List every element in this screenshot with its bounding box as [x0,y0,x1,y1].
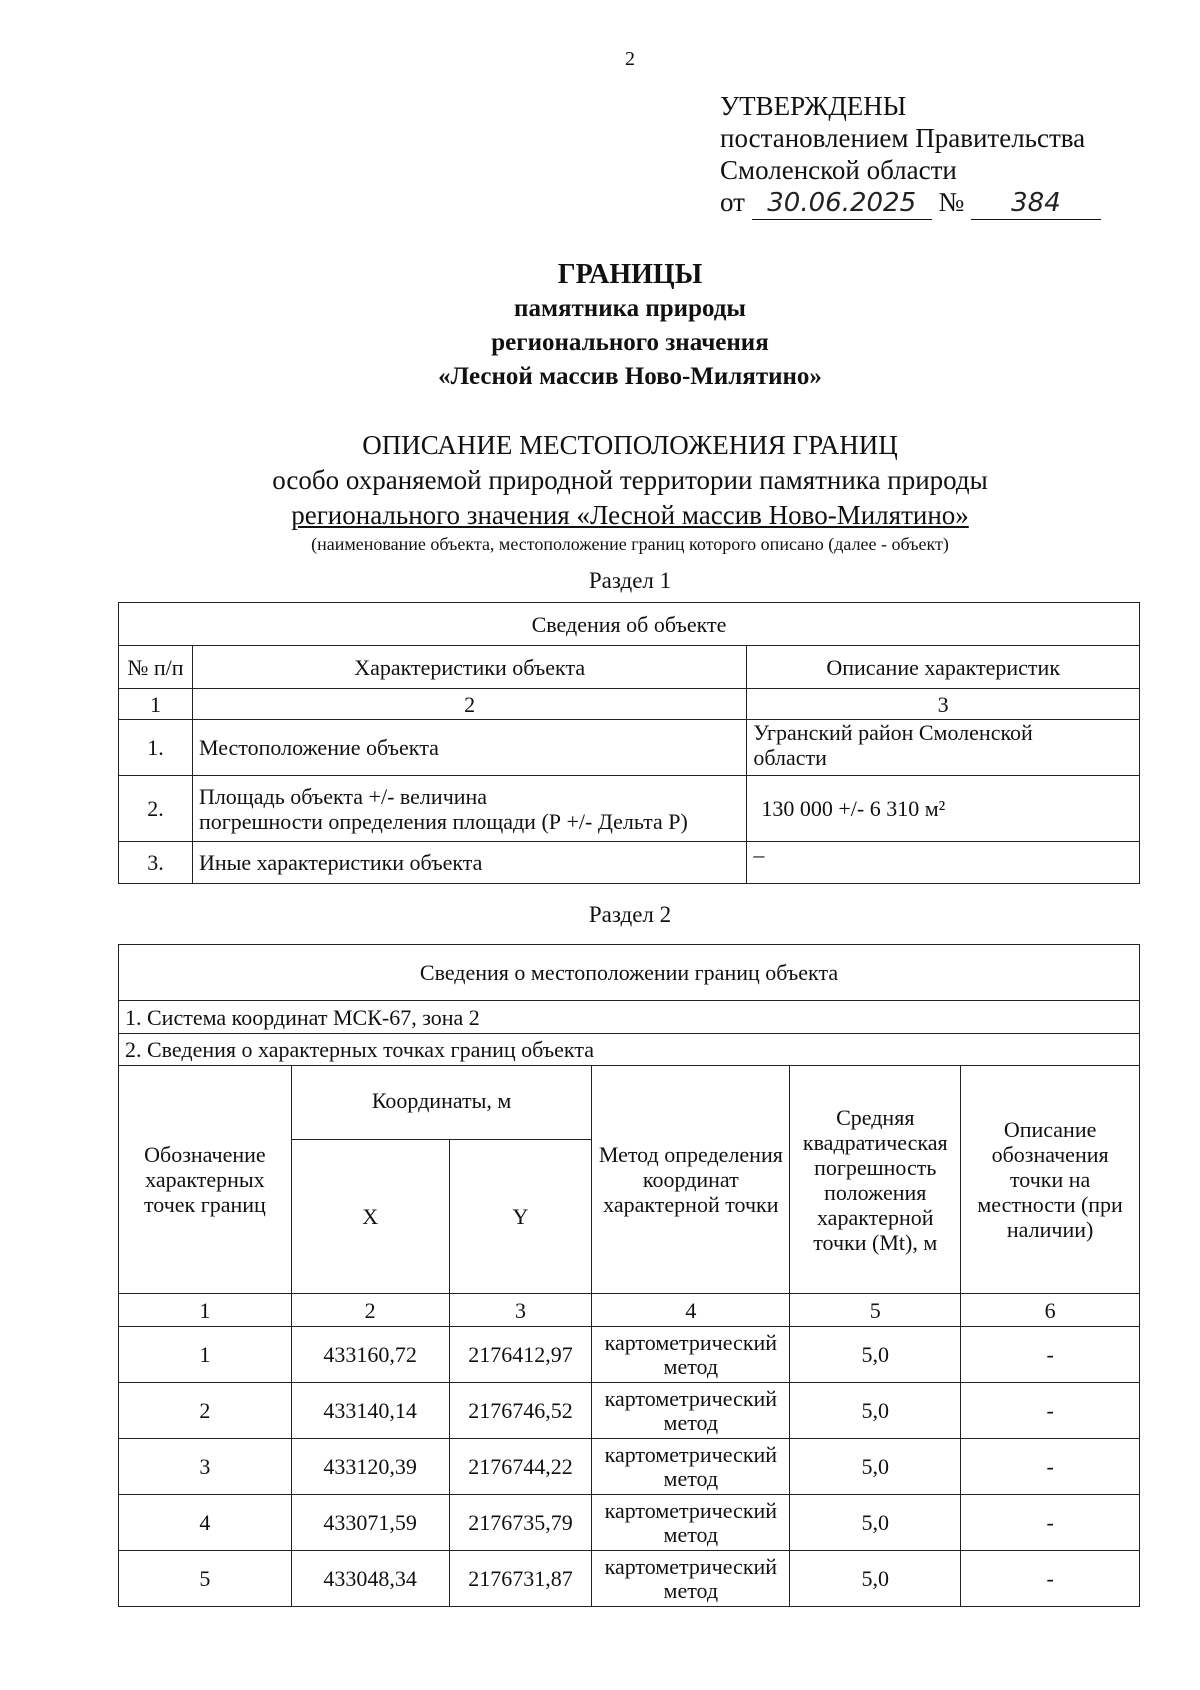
approval-title: УТВЕРЖДЕНЫ [720,91,907,121]
coord-y: 2176744,22 [449,1439,592,1495]
col-number: 3 [747,689,1140,720]
heading-block [120,258,1140,394]
method-line-2: метод [663,1409,719,1435]
heading-title: ГРАНИЦЫ [557,259,703,290]
col-number: 2 [192,689,746,720]
header-error: Средняя квадратическая погрешность положения характерной точки (Mt), м [790,1066,961,1294]
mean-square-error: 5,0 [790,1439,961,1495]
row-characteristic: Иные характеристики объекта [192,842,746,884]
description-line-2: особо охраняемой природной территории памятника природы [272,465,988,495]
table-row [119,1383,1140,1439]
header-y: Y [449,1140,592,1294]
page-number: 2 [625,48,635,70]
table-row [119,1551,1140,1607]
row-characteristic: Местоположение объекта [192,720,746,776]
row-description [747,720,1140,776]
table-row [119,1327,1140,1383]
row-characteristic-line-2: погрешности определения площади (Р +/- Дельта Р) [198,808,688,834]
points-title: 2. Сведения о характерных точках границ объекта [119,1034,1140,1066]
header-characteristics: Характеристики объекта [192,646,746,689]
header-method: Метод определения координат характерной точки [592,1066,790,1294]
coord-x: 433140,14 [291,1383,449,1439]
coord-y: 2176731,87 [449,1551,592,1607]
coord-x: 433160,72 [291,1327,449,1383]
points-body [119,1327,1140,1607]
point-description: - [961,1439,1140,1495]
handwritten-date: 30.06.2025 [752,187,932,220]
approval-line-3: Смоленской области [720,155,957,185]
method [592,1327,790,1383]
table-row [119,776,1140,842]
method-line-1: картометрический [604,1329,778,1355]
coord-system: 1. Система координат МСК-67, зона 2 [119,1001,1140,1034]
description-line-3: регионального значения «Лесной массив Ново-Милятино» [291,500,969,530]
section2-table-title: Сведения о местоположении границ объекта [119,945,1140,1001]
row-description-line-2: области [753,745,827,770]
point-id: 3 [119,1439,292,1495]
header-coords: Координаты, м [291,1066,592,1140]
method-line-1: картометрический [604,1385,778,1411]
method-line-2: метод [663,1521,719,1547]
header-description: Описание характеристик [747,646,1140,689]
col-number: 2 [291,1294,449,1327]
col-number: 3 [449,1294,592,1327]
method [592,1495,790,1551]
approval-block [720,90,1101,220]
point-id: 2 [119,1383,292,1439]
mean-square-error: 5,0 [790,1327,961,1383]
point-description: - [961,1495,1140,1551]
approval-date-line [720,186,1101,220]
mean-square-error: 5,0 [790,1383,961,1439]
header-point-description: Описание обозначения точки на местности (при наличии) [961,1066,1140,1294]
heading-line-3: регионального значения [491,329,769,356]
method [592,1439,790,1495]
date-prefix: от [720,187,745,217]
row-description: 130 000 +/- 6 310 м² [747,776,1140,842]
coord-x: 433048,34 [291,1551,449,1607]
handwritten-number: 384 [971,187,1101,220]
coord-y: 2176412,97 [449,1327,592,1383]
row-num: 1. [119,720,193,776]
row-num: 3. [119,842,193,884]
method-line-1: картометрический [604,1497,778,1523]
point-description: - [961,1551,1140,1607]
method-line-2: метод [663,1465,719,1491]
heading-line-2: памятника природы [514,295,746,322]
table-row [119,720,1140,776]
table-row [119,842,1140,884]
col-number: 5 [790,1294,961,1327]
row-description: – [747,842,1140,884]
row-num: 2. [119,776,193,842]
col-number: 6 [961,1294,1140,1327]
number-prefix: № [938,187,965,217]
method-line-1: картометрический [604,1441,778,1467]
section2-label: Раздел 2 [588,902,672,927]
heading-line-4: «Лесной массив Ново-Милятино» [438,363,822,390]
point-id: 4 [119,1495,292,1551]
section1-table-title: Сведения об объекте [119,603,1140,646]
point-id: 5 [119,1551,292,1607]
row-characteristic-line-1: Площадь объекта +/- величина [198,783,488,809]
col-number: 4 [592,1294,790,1327]
table-row [119,1439,1140,1495]
col-number: 1 [119,689,193,720]
approval-line-2: постановлением Правительства [720,123,1086,153]
row-characteristic [192,776,746,842]
col-number: 1 [119,1294,292,1327]
coord-x: 433071,59 [291,1495,449,1551]
coord-y: 2176735,79 [449,1495,592,1551]
point-id: 1 [119,1327,292,1383]
header-designation: Обозначение характерных точек границ [119,1066,292,1294]
method-line-1: картометрический [604,1553,778,1579]
point-description: - [961,1383,1140,1439]
method-line-2: метод [663,1353,719,1379]
coord-y: 2176746,52 [449,1383,592,1439]
mean-square-error: 5,0 [790,1551,961,1607]
section1-label: Раздел 1 [588,568,672,593]
method [592,1383,790,1439]
method [592,1551,790,1607]
boundary-points-table [118,944,1140,1607]
point-description: - [961,1327,1140,1383]
header-x: X [291,1140,449,1294]
header-num: № п/п [119,646,193,689]
description-title: ОПИСАНИЕ МЕСТОПОЛОЖЕНИЯ ГРАНИЦ [362,430,898,460]
mean-square-error: 5,0 [790,1495,961,1551]
table-row [119,1495,1140,1551]
row-description-line-1: Угранский район Смоленской [753,720,1033,745]
description-note: (наименование объекта, местоположение границ которого описано (далее - объект) [311,534,949,554]
description-block [120,428,1140,555]
method-line-2: метод [663,1577,719,1603]
coord-x: 433120,39 [291,1439,449,1495]
object-info-table [118,602,1140,884]
